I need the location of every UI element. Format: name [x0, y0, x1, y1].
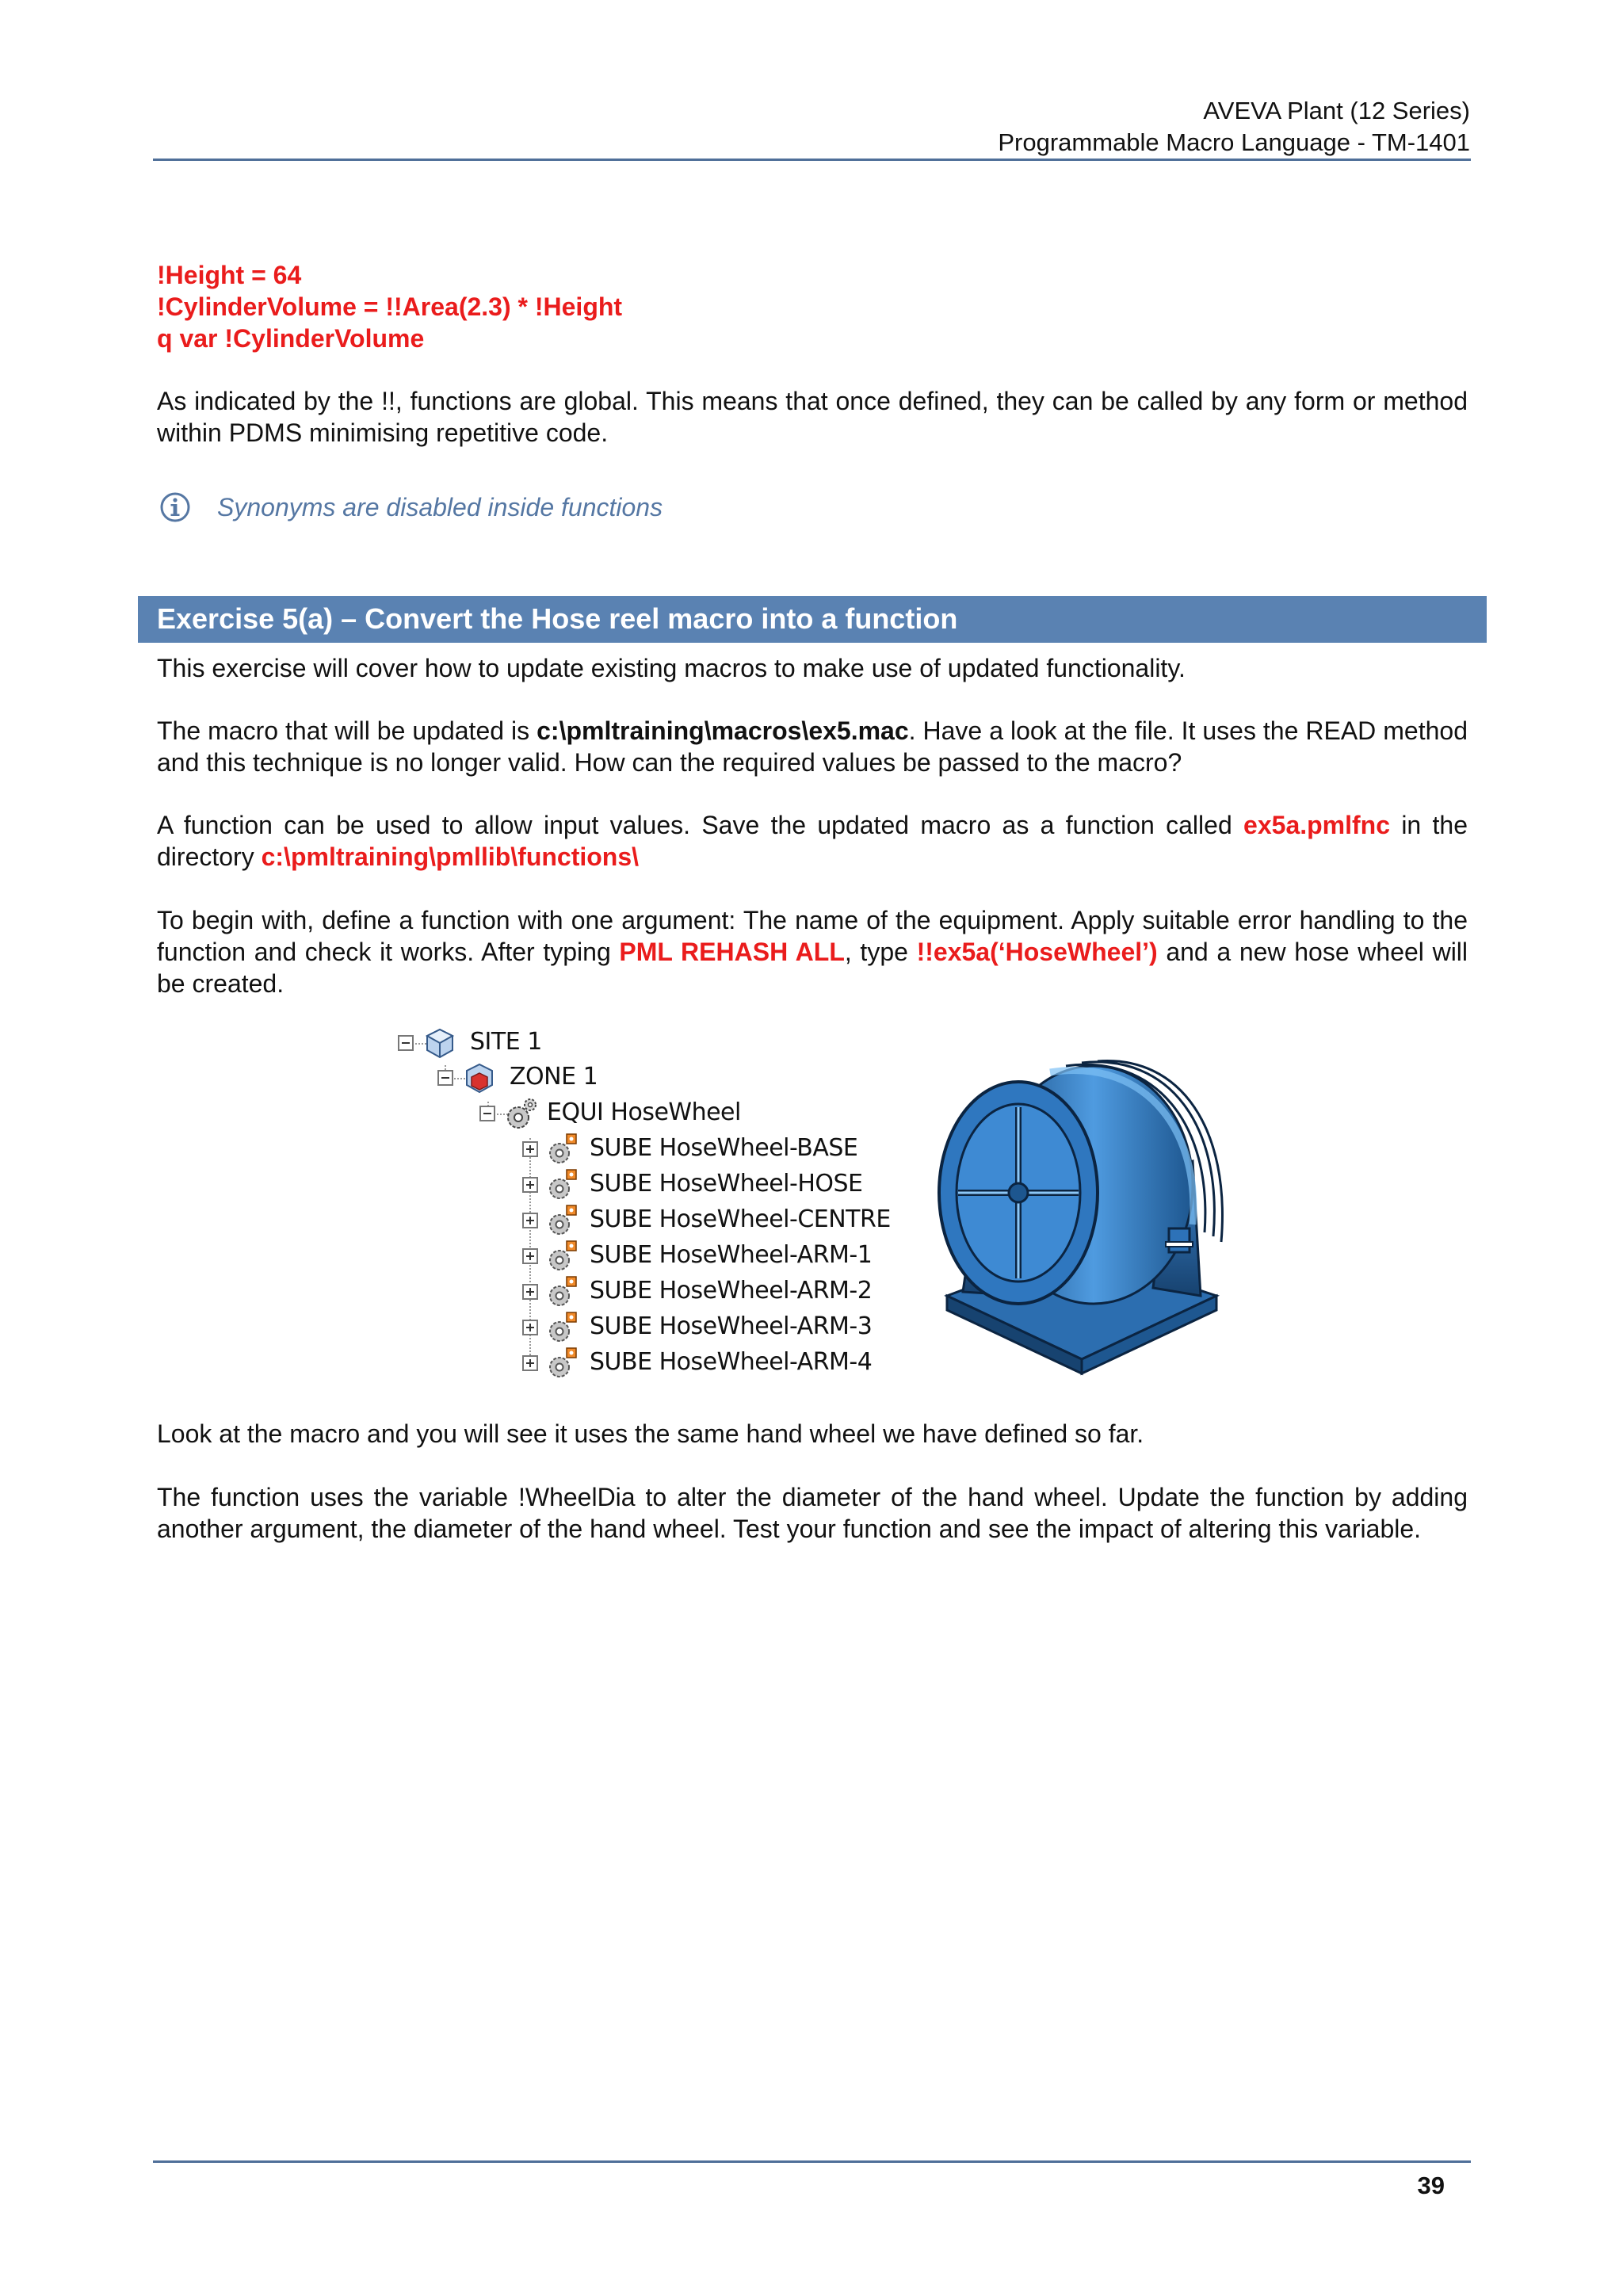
expand-icon[interactable] — [522, 1355, 538, 1371]
tree-label-sube: SUBE HoseWheel-BASE — [590, 1134, 858, 1162]
tree-label-site: SITE 1 — [470, 1028, 542, 1056]
collapse-icon[interactable] — [437, 1070, 453, 1086]
tree-label-sube: SUBE HoseWheel-ARM-1 — [590, 1241, 873, 1269]
exercise-paragraph-3: A function can be used to allow input values. Save the updated macro as a function called ex5a.pmlfnc in the directory c:\pmltraining\pmllib\functions\ — [157, 811, 1468, 871]
expand-icon[interactable] — [522, 1320, 538, 1335]
tree-label-sube: SUBE HoseWheel-CENTRE — [590, 1205, 891, 1233]
expand-icon[interactable] — [522, 1177, 538, 1193]
macro-path: c:\pmltraining\macros\ex5.mac — [537, 716, 909, 745]
function-file-name: ex5a.pmlfnc — [1243, 811, 1391, 839]
tree-node-sube[interactable] — [515, 1310, 911, 1345]
header-title: AVEVA Plant (12 Series) — [1203, 97, 1470, 124]
exercise-paragraph-5: Look at the macro and you will see it uses the same hand wheel we have defined so far. — [157, 1419, 1144, 1448]
tree-node-zone[interactable] — [430, 1060, 747, 1095]
subequipment-icon — [544, 1346, 582, 1382]
exercise-paragraph-6: The function uses the variable !WheelDia to alter the diameter of the hand wheel. Update the function by adding another argument, the diameter of the hand wheel. Test your function and see the impact of altering this variable. — [157, 1483, 1468, 1543]
hose-reel-model-image — [931, 1034, 1232, 1383]
subequipment-icon — [544, 1274, 582, 1311]
code-line-2: !CylinderVolume = !!Area(2.3) * !Height — [157, 292, 623, 321]
subequipment-icon — [544, 1167, 582, 1204]
expand-icon[interactable] — [522, 1248, 538, 1264]
tree-node-sube[interactable] — [515, 1239, 911, 1274]
zone-icon — [463, 1062, 496, 1095]
exercise-paragraph-2: The macro that will be updated is c:\pmltraining\macros\ex5.mac. Have a look at the file. It uses the READ method and this technique is no longer valid. How can the required values be passed to the macro? — [157, 716, 1468, 777]
page-number: 39 — [1417, 2172, 1445, 2199]
exercise-paragraph-4: To begin with, define a function with one argument: The name of the equipment. Apply suitable error handling to the function and check it works. After typing PML REHASH ALL, type !!ex5a(‘HoseWheel’) and a new hose wheel will be created. — [157, 906, 1468, 998]
header-subtitle: Programmable Macro Language - TM-1401 — [998, 128, 1470, 156]
subequipment-icon — [544, 1310, 582, 1347]
tree-label-sube: SUBE HoseWheel-ARM-2 — [590, 1277, 873, 1305]
tree-node-sube[interactable] — [515, 1203, 911, 1238]
tree-label-sube: SUBE HoseWheel-ARM-4 — [590, 1348, 873, 1376]
tree-node-sube[interactable] — [515, 1346, 911, 1381]
exercise-intro: This exercise will cover how to update existing macros to make use of updated functionality. — [157, 654, 1186, 682]
subequipment-icon — [544, 1239, 582, 1275]
tree-label-zone: ZONE 1 — [510, 1063, 598, 1091]
exercise-title: Exercise 5(a) – Convert the Hose reel macro into a function — [157, 602, 958, 635]
site-icon — [423, 1027, 456, 1060]
expand-icon[interactable] — [522, 1141, 538, 1157]
footer-rule — [153, 2160, 1471, 2163]
equipment-icon — [502, 1096, 540, 1133]
collapse-icon[interactable] — [398, 1035, 414, 1051]
expand-icon[interactable] — [522, 1284, 538, 1300]
tree-label-sube: SUBE HoseWheel-ARM-3 — [590, 1312, 873, 1340]
tree-node-site[interactable] — [388, 1026, 705, 1060]
paragraph-global: As indicated by the !!, functions are global. This means that once defined, they can be called by any form or method within PDMS minimising repetitive code. — [157, 387, 1468, 447]
tree-label-equi: EQUI HoseWheel — [547, 1098, 741, 1126]
collapse-icon[interactable] — [479, 1106, 495, 1121]
exercise-banner — [138, 596, 1487, 643]
tree-node-sube[interactable] — [515, 1274, 911, 1309]
function-directory: c:\pmltraining\pmllib\functions\ — [261, 842, 640, 871]
code-line-3: q var !CylinderVolume — [157, 324, 425, 353]
code-line-1: !Height = 64 — [157, 261, 302, 289]
tree-node-sube[interactable] — [515, 1167, 911, 1202]
subequipment-icon — [544, 1132, 582, 1168]
info-icon — [159, 491, 191, 523]
expand-icon[interactable] — [522, 1213, 538, 1228]
subequipment-icon — [544, 1203, 582, 1240]
hierarchy-tree — [388, 1022, 911, 1387]
tree-node-equi[interactable] — [472, 1096, 789, 1131]
tree-node-sube[interactable] — [515, 1132, 911, 1167]
header-rule — [153, 159, 1471, 161]
note-text: Synonyms are disabled inside functions — [217, 493, 663, 521]
rehash-command: PML REHASH ALL — [619, 938, 845, 966]
call-command: !!ex5a(‘HoseWheel’) — [916, 938, 1158, 966]
tree-label-sube: SUBE HoseWheel-HOSE — [590, 1170, 863, 1198]
